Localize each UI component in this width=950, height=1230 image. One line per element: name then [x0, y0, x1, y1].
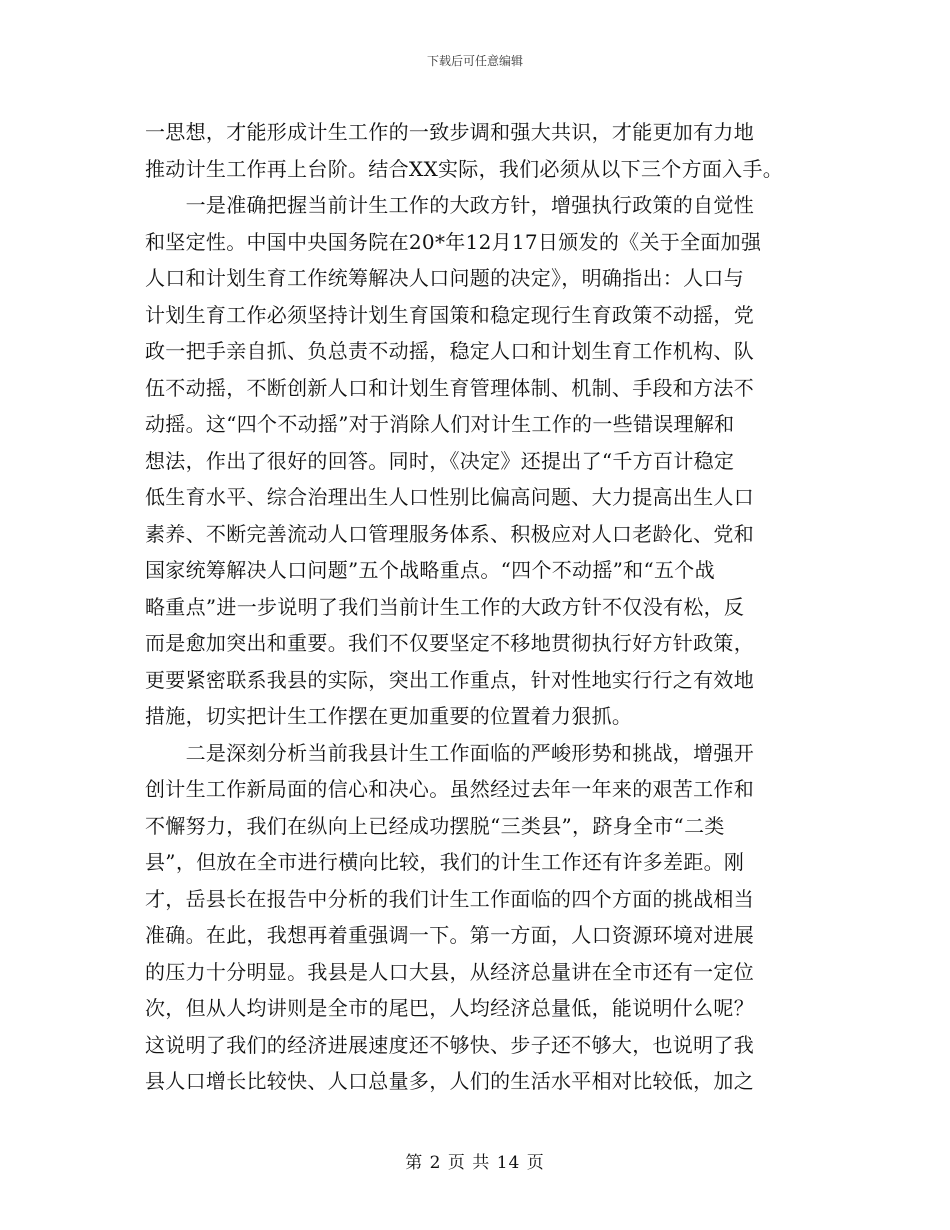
text-line: 不懈努力，我们在纵向上已经成功摆脱“三类县”，跻身全市“二类: [145, 813, 725, 838]
text-line: 才，岳县长在报告中分析的我们计生工作面临的四个方面的挑战相当: [145, 886, 754, 911]
text-line: 一思想，才能形成计生工作的一致步调和强大共识，才能更加有力地: [145, 120, 754, 144]
text-line: 更要紧密联系我县的实际，突出工作重点，针对性地实行行之有效地: [145, 667, 754, 692]
text-line: 这说明了我们的经济进展速度还不够快、步子还不够大，也说明了我: [145, 1032, 754, 1057]
text-line: 政一把手亲自抓、负总责不动摇，稳定人口和计划生育工作机构、队: [145, 339, 754, 363]
text-line: 而是愈加突出和重要。我们不仅要坚定不移地贯彻执行好方针政策，: [145, 631, 754, 655]
text-line: 和坚定性。中国中央国务院在20*年12月17日颁发的《关于全面加强: [145, 229, 762, 254]
text-line: 县人口增长比较快、人口总量多，人们的生活水平相对比较低，加之: [145, 1069, 754, 1093]
text-line: 想法，作出了很好的回答。同时，《决定》还提出了“千方百计稳定: [145, 448, 735, 473]
text-line: 一是准确把握当前计生工作的大政方针，增强执行政策的自觉性: [145, 193, 754, 217]
text-line: 伍不动摇，不断创新人口和计划生育管理体制、机制、手段和方法不: [145, 375, 754, 400]
text-line: 准确。在此，我想再着重强调一下。第一方面，人口资源环境对进展: [145, 923, 754, 947]
text-line: 次，但从人均讲则是全市的尾巴，人均经济总量低，能说明什么呢？: [145, 996, 754, 1020]
text-line: 计划生育工作必须坚持计划生育国策和稳定现行生育政策不动摇，党: [145, 302, 754, 327]
text-line: 动摇。这“四个不动摇”对于消除人们对计生工作的一些错误理解和: [145, 412, 735, 436]
text-line: 国家统筹解决人口问题”五个战略重点。“四个不动摇”和“五个战: [145, 558, 715, 582]
text-line: 县”，但放在全市进行横向比较，我们的计生工作还有许多差距。刚: [145, 850, 745, 874]
text-line: 措施，切实把计生工作摆在更加重要的位置着力狠抓。: [145, 704, 633, 728]
text-line: 略重点”进一步说明了我们当前计生工作的大政方针不仅没有松，反: [145, 594, 745, 619]
page-header: 下载后可任意编辑: [426, 54, 523, 68]
text-line: 创计生工作新局面的信心和决心。虽然经过去年一年来的艰苦工作和: [145, 777, 754, 801]
page-number-footer: 第 2 页 共 14 页: [405, 1153, 545, 1173]
document-body: [145, 114, 805, 1100]
text-line: 二是深刻分析当前我县计生工作面临的严峻形势和挑战，增强开: [145, 740, 754, 765]
text-line: 推动计生工作再上台阶。结合XX实际，我们必须从以下三个方面入手。: [145, 156, 784, 181]
text-line: 人口和计划生育工作统筹解决人口问题的决定》，明确指出：人口与: [145, 266, 744, 290]
text-line: 素养、不断完善流动人口管理服务体系、积极应对人口老龄化、党和: [145, 521, 754, 546]
text-line: 低生育水平、综合治理出生人口性别比偏高问题、大力提高出生人口: [145, 485, 754, 509]
text-line: 的压力十分明显。我县是人口大县，从经济总量讲在全市还有一定位: [145, 959, 754, 984]
